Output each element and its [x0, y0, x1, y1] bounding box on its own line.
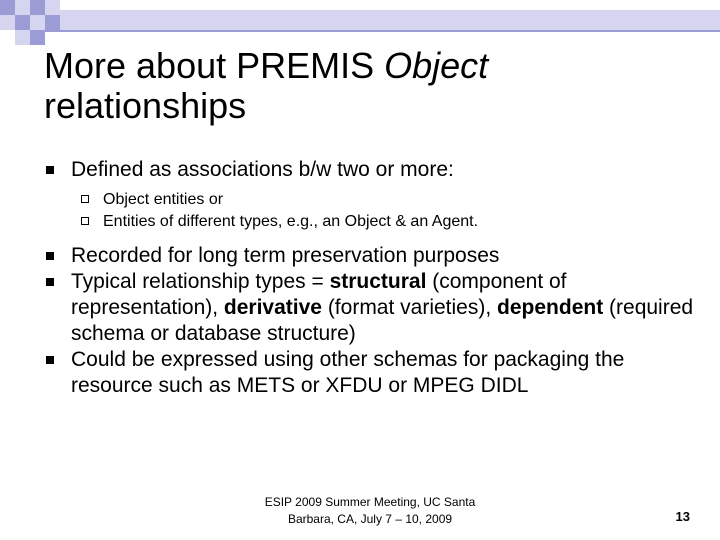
square-bullet-icon [46, 278, 54, 286]
page-number: 13 [675, 509, 690, 524]
slide-title: More about PREMIS Object relationships [44, 45, 489, 126]
bullet-item: Could be expressed using other schemas for packaging the resource such as METS or XFDU or MPEG DIDL [44, 347, 694, 399]
header-band [60, 10, 720, 30]
hollow-square-bullet-icon [81, 217, 89, 225]
slide-footer: ESIP 2009 Summer Meeting, UC Santa Barbara, CA, July 7 – 10, 2009 [264, 495, 476, 526]
sub-bullet-item: Object entities or [44, 189, 694, 211]
square-bullet-icon [46, 356, 54, 364]
bullet-item: Defined as associations b/w two or more: [44, 157, 694, 183]
slide-content [44, 157, 694, 399]
header-rule [45, 30, 720, 32]
square-bullet-icon [46, 166, 54, 174]
sub-bullet-item: Entities of different types, e.g., an Object & an Agent. [44, 211, 694, 233]
bullet-item: Recorded for long term preservation purposes [44, 243, 694, 269]
square-bullet-icon [46, 252, 54, 260]
bullet-item: Typical relationship types = structural (component of representation), derivative (format varieties), dependent (required schema or database structure) [44, 269, 694, 347]
decorative-checker-pattern [0, 0, 60, 45]
hollow-square-bullet-icon [81, 195, 89, 203]
